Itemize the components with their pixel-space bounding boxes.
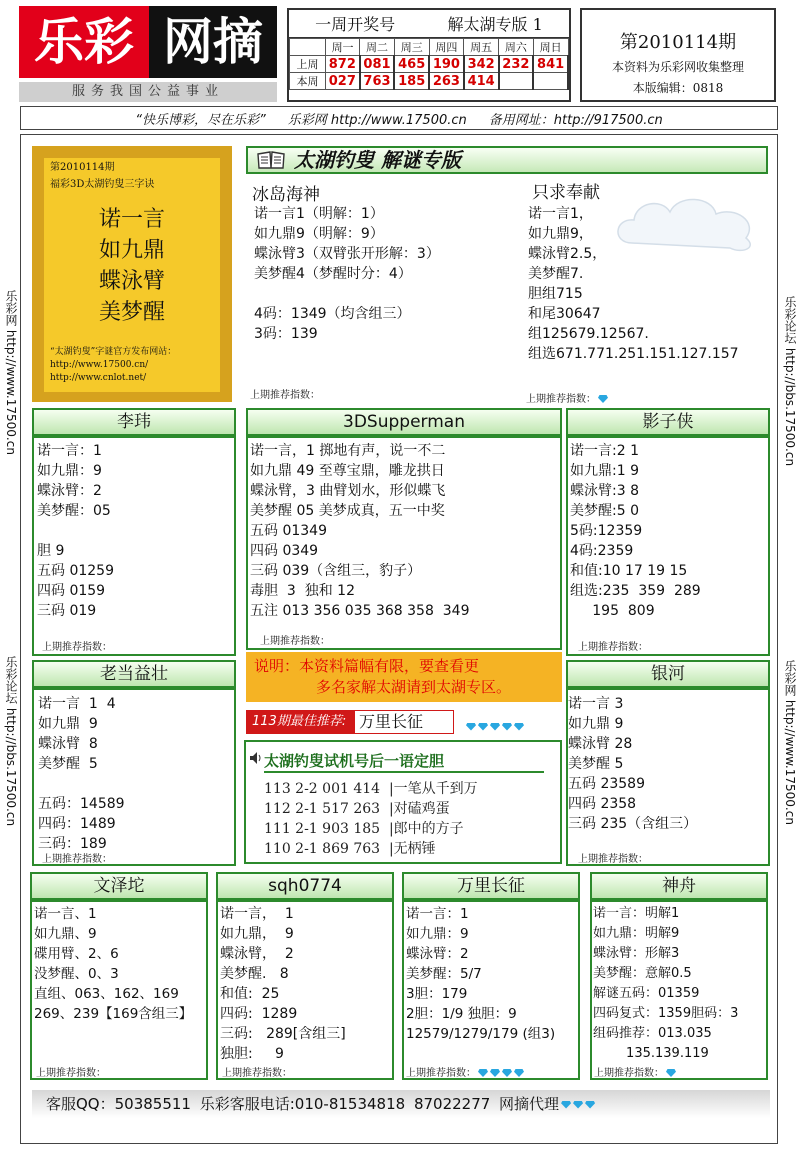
expert-lines-zhiqiu: 诺一言1， 如九鼎9， 蝶泳臂2.5， 美梦醒7. 胆组715 和尾30647 组125679.12567. 组选671.771.251.151.127.157	[528, 206, 739, 362]
footer-contact	[32, 1090, 770, 1118]
this-week-number: 763	[360, 73, 395, 90]
expert-lines-yinhe: 诺一言 3 如九鼎 9 蝶泳臂 28 美梦醒 5 五码 23589 四码 2358 三码 235（含组三）	[568, 696, 698, 832]
side-left-top: 乐彩网 http://www.17500.cn	[4, 290, 18, 455]
book-icon	[256, 150, 286, 170]
rating-label: 上期推荐指数：	[406, 1064, 524, 1079]
poem-verse: 诺一言	[98, 207, 165, 232]
rating-label: 上期推荐指数：	[42, 642, 112, 653]
expert-header-ying: 影子侠	[566, 408, 770, 436]
draw-title-left: 一周开奖号	[315, 15, 396, 34]
expert-lines-bingdao: 诺一言1（明解：1） 如九鼎9（明解：9） 蝶泳臂3（双臂张开形解：3） 美梦醒4（梦醒时分：4） 4码：1349（均含组三） 3码：139	[254, 206, 440, 342]
diamond-icon	[466, 723, 476, 731]
rating-label: 上期推荐指数：	[578, 642, 648, 653]
poem-verse: 美梦醒	[98, 300, 165, 325]
trial-number-panel	[244, 740, 562, 864]
expert-header-wanli: 万里长征	[402, 872, 580, 900]
diamond-icon	[502, 1069, 512, 1077]
diamond-icon	[573, 1101, 583, 1109]
banner	[20, 106, 778, 130]
draw-grid	[289, 38, 569, 90]
banner-site[interactable]: 乐彩网 http://www.17500.cn	[287, 112, 467, 128]
this-week-number: 027	[326, 73, 360, 90]
day-sat: 周六	[499, 39, 534, 56]
rating-label: 上期推荐指数：	[42, 854, 112, 865]
banner-backup[interactable]: 备用网址：http://917500.cn	[488, 112, 663, 128]
logo-black-text: 网摘	[149, 6, 277, 78]
issue-note: 本资料为乐彩网收集整理	[611, 60, 744, 74]
notice-line-1: 说明：本资料篇幅有限，要查看更	[254, 657, 480, 675]
day-sun: 周日	[533, 39, 568, 56]
day-wed: 周三	[394, 39, 429, 56]
trial-row: 110 2-1 869 763 |无柄锤	[264, 841, 436, 857]
expert-header-liwei: 李玮	[32, 408, 236, 436]
expert-lines-liwei: 诺一言：1 如九鼎：9 蝶泳臂：2 美梦醒：05 胆 9 五码 01259 四码 0159 三码 019	[37, 443, 114, 619]
section-title	[246, 146, 768, 174]
issue-info	[580, 8, 776, 102]
poem-verse: 如九鼎	[98, 238, 165, 263]
expert-name-bingdao: 冰岛海神	[252, 185, 320, 205]
poem-link-1[interactable]: http://www.17500.cn/	[50, 360, 149, 370]
rating-label: 上期推荐指数：	[250, 390, 320, 401]
rating-label: 上期推荐指数：	[260, 636, 330, 647]
diamond-icon	[490, 723, 500, 731]
side-left-bottom: 乐彩论坛 http://bbs.17500.cn	[4, 656, 18, 827]
last-week-number: 232	[499, 56, 534, 73]
expert-header-shenzhou: 神舟	[590, 872, 768, 900]
rating-label: 上期推荐指数：	[578, 854, 648, 865]
footer-text: 客服QQ：50385511 乐彩客服电话:010-81534818 87022277 网摘代理	[46, 1095, 560, 1113]
issue-editor: 本版编辑：0818	[632, 81, 724, 95]
expert-header-yinhe: 银河	[566, 660, 770, 688]
rating-label: 上期推荐指数：	[36, 1068, 106, 1079]
diamond-icon	[514, 723, 524, 731]
rating-label: 上期推荐指数：	[222, 1068, 292, 1079]
diamond-icon	[514, 1069, 524, 1077]
side-right-top: 乐彩论坛 http://bbs.17500.cn	[783, 296, 797, 467]
this-week-number: 185	[394, 73, 429, 90]
trial-title: 太湖钓叟试机号后一语定胆	[264, 750, 544, 773]
diamond-icon	[490, 1069, 500, 1077]
issue-number: 第2010114期	[619, 32, 737, 53]
last-week-number: 190	[429, 56, 464, 73]
logo-slogan: 服务我国公益事业	[19, 82, 277, 102]
poem-footer: “太湖钓叟”字谜官方发布网站：	[50, 347, 177, 357]
poem-link-2[interactable]: http://www.cnlot.net/	[50, 373, 147, 383]
banner-slogan: “快乐博彩，尽在乐彩”	[135, 112, 266, 128]
weekly-draw-table	[287, 8, 571, 102]
day-tue: 周二	[360, 39, 395, 56]
day-fri: 周五	[464, 39, 499, 56]
diamond-icon	[478, 723, 488, 731]
rating-label: 上期推荐指数：	[594, 1064, 676, 1079]
logo	[19, 6, 277, 100]
expert-lines-sqh: 诺一言， 1 如九鼎， 9 蝶泳臂， 2 美梦醒. 8 和值: 25 四码: 1289 三码: 289[含组三] 独胆: 9	[220, 906, 346, 1062]
section-title-text: 太湖钓叟 解谜专版	[294, 148, 461, 172]
side-right-bottom: 乐彩网 http://www.17500.cn	[783, 660, 797, 825]
best-pick-value: 万里长征	[354, 710, 454, 734]
expert-header-laodang: 老当益壮	[32, 660, 236, 688]
rating-label: 上期推荐指数：	[526, 390, 608, 405]
draw-title-right: 解太湖专版 1	[447, 15, 543, 34]
last-week-number: 342	[464, 56, 499, 73]
diamond-icon	[502, 723, 512, 731]
trial-row: 111 2-1 903 185 |郎中的方子	[264, 821, 464, 837]
diamond-icon	[585, 1101, 595, 1109]
last-week-label: 上周	[290, 56, 326, 73]
trial-row: 113 2-2 001 414 |一笔从千到万	[264, 781, 478, 797]
last-week-number: 841	[533, 56, 568, 73]
best-pick-label: 113期最佳推荐:	[246, 710, 376, 734]
this-week-number: 414	[464, 73, 499, 90]
day-mon: 周一	[326, 39, 360, 56]
poem-issue: 第2010114期	[50, 162, 115, 173]
expert-lines-ying: 诺一言:2 1 如九鼎:1 9 蝶泳臂:3 8 美梦醒:5 0 5码:12359 4码:2359 和值:10 17 19 15 组选:235 359 289 195 809	[570, 443, 701, 619]
diamond-icon	[561, 1101, 571, 1109]
day-thu: 周四	[429, 39, 464, 56]
expert-name-zhiqiu: 只求奉献	[532, 183, 600, 203]
speaker-icon	[248, 750, 264, 766]
expert-lines-shenzhou: 诺一言：明解1 如九鼎：明解9 蝶泳臂：形解3 美梦醒：意解0.5 解谜五码：01359 四码复式：1359胆码：3 组码推荐：013.035 135.139.119	[593, 906, 739, 1061]
trial-row: 112 2-1 517 263 |对磕鸡蛋	[264, 801, 450, 817]
expert-header-wenze: 文泽坨	[30, 872, 208, 900]
poem-card	[32, 146, 232, 402]
notice	[246, 652, 562, 702]
last-week-number: 081	[360, 56, 395, 73]
logo-red-text: 乐彩	[19, 6, 149, 78]
last-week-number: 872	[326, 56, 360, 73]
expert-lines-wenze: 诺一言、1 如九鼎、9 碟用臂、2、6 没梦醒、0、3 直组、063、162、169 269、239【169含组三】	[34, 906, 193, 1022]
best-pick	[246, 710, 562, 734]
notice-line-2: 多名家解太湖请到太湖专区。	[316, 678, 512, 696]
last-week-number: 465	[394, 56, 429, 73]
expert-lines-laodang: 诺一言 1 4 如九鼎 9 蝶泳臂 8 美梦醒 5 五码：14589 四码：1489 三码：189	[38, 696, 125, 852]
expert-header-super: 3DSupperman	[246, 408, 562, 436]
this-week-number	[533, 73, 568, 90]
poem-verse: 蝶泳臂	[98, 269, 165, 294]
expert-lines-super: 诺一言，1 掷地有声，说一不二 如九鼎 49 至尊宝鼎，雕龙拱日 蝶泳臂，3 曲臂划水，形似蝶飞 美梦醒 05 美梦成真，五一中奖 五码 01349 四码 0349 三码 039（含组三，豹子） 毒胆 3 独和 12 五注 013 356 035 368 358 349	[250, 443, 470, 619]
diamond-icon	[478, 1069, 488, 1077]
expert-header-sqh: sqh0774	[216, 872, 394, 900]
this-week-label: 本周	[290, 73, 326, 90]
this-week-number: 263	[429, 73, 464, 90]
expert-lines-wanli: 诺一言：1 如九鼎：9 蝶泳臂：2 美梦醒：5/7 3胆：179 2胆：1/9 独胆：9 12579/1279/179 (组3)	[406, 906, 556, 1042]
diamond-icon	[666, 1069, 676, 1077]
diamond-icon	[598, 395, 608, 403]
this-week-number	[499, 73, 534, 90]
poem-subtitle: 福彩3D太湖钓叟三字诀	[50, 179, 155, 190]
